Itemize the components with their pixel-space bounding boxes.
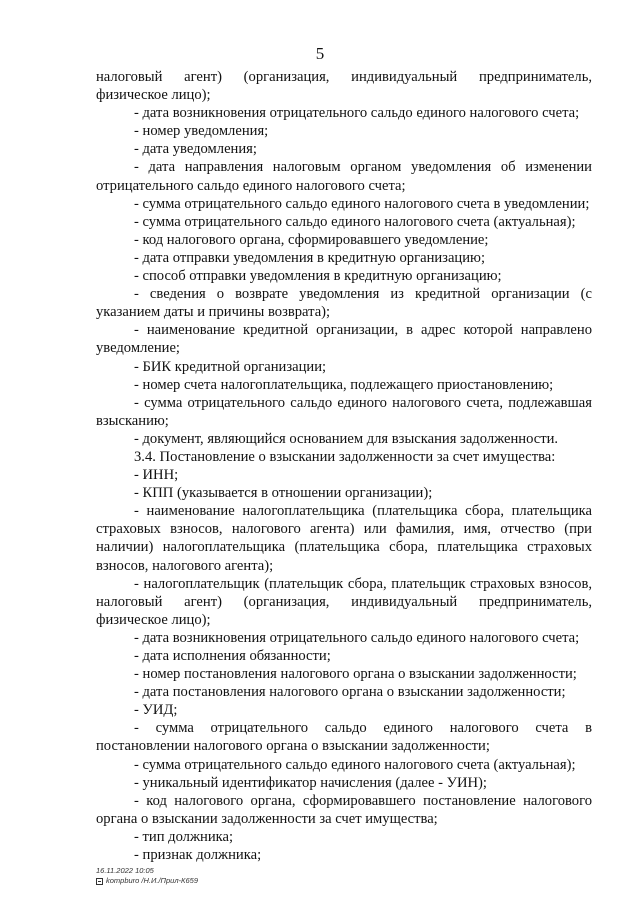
paragraph: - ИНН; <box>134 467 179 484</box>
paragraph: - дата уведомления; <box>134 141 257 158</box>
paragraph: - сведения о возврате уведомления из кредитной организации (с указанием даты и причины возврата); <box>96 286 592 321</box>
paragraph: - дата исполнения обязанности; <box>134 648 331 664</box>
paragraph: - уникальный идентификатор начисления (далее - УИН); <box>134 774 487 791</box>
paragraph: - документ, являющийся основанием для взыскания задолженности. <box>134 430 559 447</box>
paragraph: - способ отправки уведомления в кредитную организацию; <box>134 268 502 285</box>
paragraph: - дата постановления налогового органа о взыскании задолженности; <box>134 684 566 701</box>
paragraph: - дата отправки уведомления в кредитную организацию; <box>134 249 486 266</box>
paragraph: - тип должника; <box>134 828 234 845</box>
paragraph: - наименование кредитной организации, в адрес которой направлено уведомление; <box>96 322 592 357</box>
paragraph: - признак должника; <box>134 847 262 864</box>
paragraph: - УИД; <box>134 702 178 719</box>
paragraph: 3.4. Постановление о взыскании задолженности за счет имущества: <box>134 448 556 465</box>
footer-date-line <box>96 866 198 876</box>
paragraph: - налогоплательщик (плательщик сбора, плательщик страховых взносов, налоговый агент) (организация, индивидуальный предприниматель, физическое лицо); <box>96 575 592 628</box>
paragraph: - дата направления налоговым органом уведомления об изменении отрицательного сальдо единого налогового счета; <box>96 159 592 194</box>
document-icon <box>96 878 103 885</box>
paragraph: - номер постановления налогового органа о взыскании задолженности; <box>134 666 577 683</box>
page-number: 5 <box>315 44 325 63</box>
paragraph: - номер уведомления; <box>134 123 269 140</box>
paragraph: - БИК кредитной организации; <box>134 358 327 375</box>
paragraph: - дата возникновения отрицательного сальдо единого налогового счета; <box>134 629 580 646</box>
paragraph: - сумма отрицательного сальдо единого налогового счета, подлежавшая взысканию; <box>96 394 592 429</box>
paragraph: - дата возникновения отрицательного сальдо единого налогового счета; <box>134 105 580 122</box>
footer-file-path: kompburo /Н.И./Прил-К659 <box>106 876 198 885</box>
paragraph: - наименование налогоплательщика (плательщика сбора, плательщика страховых взносов, налогового агента) или фамилия, имя, отчество (при наличии) налогоплательщика (плательщика сбора, плательщика страховых взносов, налогового агента); <box>96 503 592 574</box>
paragraph: - сумма отрицательного сальдо единого налогового счета (актуальная); <box>134 213 576 230</box>
paragraph: налоговый агент) (организация, индивидуальный предприниматель, физическое лицо); <box>96 69 592 104</box>
paragraph: - сумма отрицательного сальдо единого налогового счета (актуальная); <box>134 756 576 773</box>
footer-stamp <box>96 866 198 886</box>
footer-date: 16.11.2022 10:05 <box>96 866 154 875</box>
paragraph: - сумма отрицательного сальдо единого налогового счета в постановлении налогового органа о взыскании задолженности; <box>96 720 592 755</box>
paragraph: - сумма отрицательного сальдо единого налогового счета в уведомлении; <box>134 195 590 212</box>
paragraph: - код налогового органа, сформировавшего постановление налогового органа о взыскании задолженности за счет имущества; <box>96 792 592 827</box>
document-body <box>96 68 592 864</box>
paragraph: - КПП (указывается в отношении организации); <box>134 485 433 502</box>
paragraph: - код налогового органа, сформировавшего уведомление; <box>134 231 489 248</box>
footer-file-line <box>96 876 198 886</box>
paragraph: - номер счета налогоплательщика, подлежащего приостановлению; <box>134 376 554 393</box>
